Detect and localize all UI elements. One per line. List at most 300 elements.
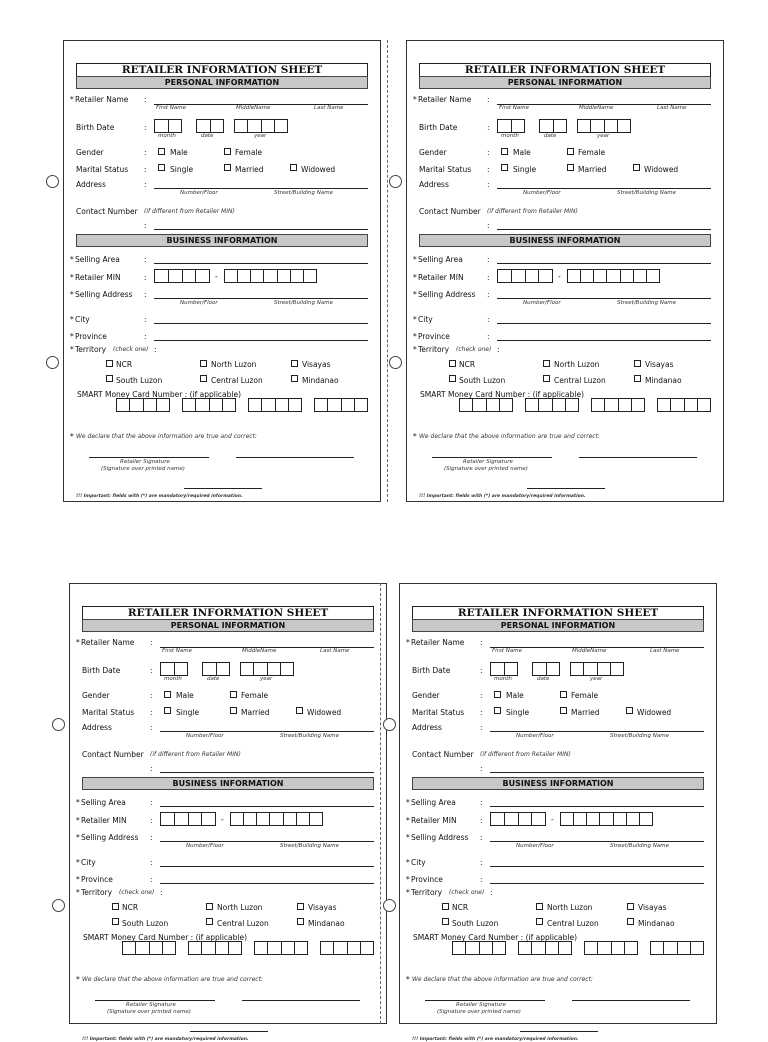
month-caption: month [494, 676, 512, 682]
declaration-text: We declare that the above information are true and correct: [76, 433, 257, 440]
retailer-sheet-bottom-left [69, 583, 387, 1042]
birth-year-box[interactable] [570, 662, 624, 676]
north-luzon-checkbox[interactable] [536, 903, 543, 910]
north-luzon-label: North Luzon [547, 903, 593, 912]
north-luzon-checkbox[interactable] [206, 903, 213, 910]
married-checkbox[interactable] [567, 164, 574, 171]
south-luzon-checkbox[interactable] [106, 375, 113, 382]
street-building-caption: Street/Building Name [274, 300, 333, 306]
month-caption: month [501, 133, 519, 139]
birth-date-box[interactable] [532, 662, 560, 676]
colon: : [487, 255, 490, 264]
binder-hole [389, 175, 402, 188]
smart-card-group-4[interactable] [657, 398, 711, 412]
colon: : [150, 858, 153, 867]
address-label: Address [82, 723, 112, 732]
retailer-min-prefix-box[interactable] [497, 269, 553, 283]
male-checkbox[interactable] [158, 148, 165, 155]
selling-area-field[interactable] [490, 806, 704, 807]
selling-area-label: Selling Area [75, 255, 120, 264]
city-label: City [411, 858, 426, 867]
north-luzon-checkbox[interactable] [543, 360, 550, 367]
smart-money-label: SMART Money Card Number : (if applicable) [413, 933, 578, 942]
colon: : [480, 798, 483, 807]
selling-address-label: Selling Address [418, 290, 476, 299]
binder-hole [52, 718, 65, 731]
selling-address-field[interactable] [160, 841, 374, 842]
required-mark: * [406, 888, 410, 897]
married-label: Married [241, 708, 270, 717]
retailer-sheet-top-right [406, 40, 724, 502]
marital-status-label: Marital Status [412, 708, 465, 717]
colon: : [150, 723, 153, 732]
signature-caption: Retailer Signature [463, 459, 513, 465]
binder-hole [383, 718, 396, 731]
retailer-name-label: Retailer Name [75, 95, 129, 104]
declaration-text: We declare that the above information are true and correct: [419, 433, 600, 440]
address-field[interactable] [154, 188, 368, 189]
colon: : [144, 95, 147, 104]
contact-number-field[interactable] [154, 229, 368, 230]
birth-date-label: Birth Date [82, 666, 121, 675]
required-mark: * [76, 888, 80, 897]
widowed-label: Widowed [307, 708, 342, 717]
colon: : [144, 290, 147, 299]
required-mark: * [76, 875, 80, 884]
birth-month-box[interactable] [497, 119, 525, 133]
retailer-sheet-bottom-right [399, 583, 717, 1042]
middle-name-caption: MiddleName [242, 648, 277, 654]
visayas-label: Visayas [302, 360, 331, 369]
personal-info-header: PERSONAL INFORMATION [76, 76, 368, 89]
colon: : [490, 888, 493, 897]
province-field[interactable] [497, 340, 711, 341]
colon: : [497, 345, 500, 354]
required-mark: * [76, 858, 80, 867]
male-label: Male [170, 148, 188, 157]
required-mark: * [70, 290, 74, 299]
middle-name-caption: MiddleName [579, 105, 614, 111]
last-name-caption: Last Name [320, 648, 350, 654]
province-label: Province [411, 875, 443, 884]
birth-year-box[interactable] [240, 662, 294, 676]
month-caption: month [164, 676, 182, 682]
smart-money-label: SMART Money Card Number : (if applicable) [83, 933, 248, 942]
last-name-caption: Last Name [657, 105, 687, 111]
single-checkbox[interactable] [501, 164, 508, 171]
colon: : [150, 764, 153, 773]
smart-card-group-3[interactable] [591, 398, 645, 412]
mindanao-label: Mindanao [302, 376, 339, 385]
male-checkbox[interactable] [494, 691, 501, 698]
married-checkbox[interactable] [230, 707, 237, 714]
street-building-caption: Street/Building Name [610, 733, 669, 739]
central-luzon-label: Central Luzon [211, 376, 263, 385]
date-caption: date [201, 133, 214, 139]
female-checkbox[interactable] [230, 691, 237, 698]
retailer-min-number-box[interactable] [567, 269, 660, 283]
smart-card-group-2[interactable] [525, 398, 579, 412]
selling-area-label: Selling Area [81, 798, 126, 807]
colon: : [480, 666, 483, 675]
male-label: Male [176, 691, 194, 700]
retailer-min-number-box[interactable] [230, 812, 323, 826]
address-field[interactable] [497, 188, 711, 189]
colon: : [480, 816, 483, 825]
contact-number-label: Contact Number [419, 207, 481, 216]
widowed-label: Widowed [301, 165, 336, 174]
colon: : [487, 180, 490, 189]
min-dash: - [558, 272, 561, 281]
retailer-min-label: Retailer MIN [75, 273, 121, 282]
signature-note: (Signature over printed name) [444, 466, 528, 472]
form-title: RETAILER INFORMATION SHEET [82, 606, 374, 620]
address-field[interactable] [490, 731, 704, 732]
check-one-note: (check one) [449, 889, 485, 896]
required-mark: * [406, 975, 410, 984]
retailer-min-number-box[interactable] [560, 812, 653, 826]
married-label: Married [571, 708, 600, 717]
widowed-checkbox[interactable] [633, 164, 640, 171]
retailer-min-prefix-box[interactable] [490, 812, 546, 826]
important-note: !!! Important: fields with (*) are mandatory/required information. [419, 494, 586, 499]
signature-caption: Retailer Signature [126, 1002, 176, 1008]
birth-year-box[interactable] [577, 119, 631, 133]
binder-hole [389, 356, 402, 369]
south-luzon-checkbox[interactable] [442, 918, 449, 925]
required-mark: * [70, 273, 74, 282]
birth-year-box[interactable] [234, 119, 288, 133]
smart-card-group-2[interactable] [188, 941, 242, 955]
smart-card-group-4[interactable] [314, 398, 368, 412]
city-field[interactable] [154, 323, 368, 324]
married-checkbox[interactable] [224, 164, 231, 171]
date-caption: date [207, 676, 220, 682]
important-note: !!! Important: fields with (*) are mandatory/required information. [412, 1037, 579, 1042]
required-mark: * [70, 332, 74, 341]
signature-caption: Retailer Signature [456, 1002, 506, 1008]
female-checkbox[interactable] [224, 148, 231, 155]
retailer-min-label: Retailer MIN [418, 273, 464, 282]
province-field[interactable] [154, 340, 368, 341]
colon: : [144, 221, 147, 230]
colon: : [480, 764, 483, 773]
selling-area-label: Selling Area [411, 798, 456, 807]
colon: : [150, 833, 153, 842]
mindanao-checkbox[interactable] [297, 918, 304, 925]
personal-info-header: PERSONAL INFORMATION [412, 619, 704, 632]
colon: : [150, 638, 153, 647]
colon: : [480, 833, 483, 842]
business-info-header: BUSINESS INFORMATION [82, 777, 374, 790]
retailer-min-label: Retailer MIN [411, 816, 457, 825]
province-field[interactable] [490, 883, 704, 884]
smart-money-label: SMART Money Card Number : (if applicable) [420, 390, 585, 399]
colon: : [144, 315, 147, 324]
south-luzon-checkbox[interactable] [449, 375, 456, 382]
mindanao-checkbox[interactable] [291, 375, 298, 382]
south-luzon-label: South Luzon [452, 919, 499, 928]
selling-area-field[interactable] [497, 263, 711, 264]
colon: : [480, 858, 483, 867]
last-name-caption: Last Name [650, 648, 680, 654]
required-mark: * [70, 315, 74, 324]
selling-address-field[interactable] [490, 841, 704, 842]
smart-card-group-4[interactable] [320, 941, 374, 955]
visayas-checkbox[interactable] [627, 903, 634, 910]
extra-line [527, 488, 605, 489]
territory-label: Territory [75, 345, 107, 354]
gender-label: Gender [76, 148, 104, 157]
street-building-caption: Street/Building Name [280, 843, 339, 849]
gender-label: Gender [419, 148, 447, 157]
required-mark: * [70, 255, 74, 264]
province-label: Province [418, 332, 450, 341]
binder-hole [52, 899, 65, 912]
north-luzon-label: North Luzon [217, 903, 263, 912]
central-luzon-checkbox[interactable] [206, 918, 213, 925]
smart-money-label: SMART Money Card Number : (if applicable) [77, 390, 242, 399]
birth-date-label: Birth Date [412, 666, 451, 675]
selling-address-field[interactable] [497, 298, 711, 299]
smart-card-group-1[interactable] [452, 941, 506, 955]
south-luzon-checkbox[interactable] [112, 918, 119, 925]
birth-month-box[interactable] [154, 119, 182, 133]
mindanao-checkbox[interactable] [634, 375, 641, 382]
required-mark: * [406, 833, 410, 842]
single-checkbox[interactable] [494, 707, 501, 714]
selling-area-field[interactable] [160, 806, 374, 807]
birth-date-box[interactable] [196, 119, 224, 133]
single-label: Single [513, 165, 537, 174]
number-floor-caption: Number/Floor [186, 733, 224, 739]
smart-card-group-2[interactable] [182, 398, 236, 412]
marital-status-label: Marital Status [76, 165, 129, 174]
colon: : [480, 723, 483, 732]
required-mark: * [76, 798, 80, 807]
single-checkbox[interactable] [164, 707, 171, 714]
male-label: Male [506, 691, 524, 700]
birth-month-box[interactable] [160, 662, 188, 676]
declaration-text: We declare that the above information are true and correct: [412, 976, 593, 983]
ncr-checkbox[interactable] [112, 903, 119, 910]
gender-label: Gender [82, 691, 110, 700]
territory-label: Territory [411, 888, 443, 897]
colon: : [487, 273, 490, 282]
street-building-caption: Street/Building Name [610, 843, 669, 849]
colon: : [487, 315, 490, 324]
retailer-min-prefix-box[interactable] [160, 812, 216, 826]
north-luzon-checkbox[interactable] [200, 360, 207, 367]
signature-line[interactable] [425, 1000, 545, 1001]
single-checkbox[interactable] [158, 164, 165, 171]
signature-line[interactable] [432, 457, 552, 458]
widowed-label: Widowed [637, 708, 672, 717]
colon: : [150, 708, 153, 717]
male-checkbox[interactable] [501, 148, 508, 155]
min-dash: - [551, 815, 554, 824]
contact-number-field[interactable] [490, 772, 704, 773]
visayas-label: Visayas [308, 903, 337, 912]
female-checkbox[interactable] [567, 148, 574, 155]
required-mark: * [406, 816, 410, 825]
south-luzon-label: South Luzon [122, 919, 169, 928]
signature-line[interactable] [89, 457, 209, 458]
mindanao-label: Mindanao [308, 919, 345, 928]
smart-card-group-1[interactable] [122, 941, 176, 955]
female-label: Female [571, 691, 599, 700]
smart-card-group-1[interactable] [459, 398, 513, 412]
year-caption: year [597, 133, 610, 139]
colon: : [144, 123, 147, 132]
smart-card-group-4[interactable] [650, 941, 704, 955]
smart-card-group-3[interactable] [584, 941, 638, 955]
colon: : [487, 332, 490, 341]
min-dash: - [221, 815, 224, 824]
marital-status-label: Marital Status [82, 708, 135, 717]
form-title: RETAILER INFORMATION SHEET [76, 63, 368, 77]
colon: : [487, 95, 490, 104]
contact-number-field[interactable] [160, 772, 374, 773]
colon: : [150, 691, 153, 700]
city-field[interactable] [490, 866, 704, 867]
required-mark: * [70, 432, 74, 441]
central-luzon-checkbox[interactable] [536, 918, 543, 925]
number-floor-caption: Number/Floor [516, 843, 554, 849]
check-one-note: (check one) [113, 346, 149, 353]
number-floor-caption: Number/Floor [180, 190, 218, 196]
male-checkbox[interactable] [164, 691, 171, 698]
smart-card-group-2[interactable] [518, 941, 572, 955]
visayas-checkbox[interactable] [291, 360, 298, 367]
colon: : [487, 165, 490, 174]
retailer-min-label: Retailer MIN [81, 816, 127, 825]
province-field[interactable] [160, 883, 374, 884]
contact-note: (if different from Retailer MIN) [150, 751, 241, 758]
central-luzon-label: Central Luzon [554, 376, 606, 385]
married-checkbox[interactable] [560, 707, 567, 714]
contact-note: (if different from Retailer MIN) [487, 208, 578, 215]
ncr-checkbox[interactable] [442, 903, 449, 910]
date-signed-line[interactable] [242, 1000, 360, 1001]
visayas-checkbox[interactable] [634, 360, 641, 367]
female-label: Female [241, 691, 269, 700]
ncr-checkbox[interactable] [449, 360, 456, 367]
widowed-checkbox[interactable] [290, 164, 297, 171]
mindanao-checkbox[interactable] [627, 918, 634, 925]
smart-card-group-3[interactable] [254, 941, 308, 955]
widowed-checkbox[interactable] [626, 707, 633, 714]
contact-number-label: Contact Number [412, 750, 474, 759]
birth-date-box[interactable] [539, 119, 567, 133]
selling-address-field[interactable] [154, 298, 368, 299]
date-signed-line[interactable] [579, 457, 697, 458]
province-label: Province [81, 875, 113, 884]
colon: : [150, 875, 153, 884]
middle-name-caption: MiddleName [572, 648, 607, 654]
signature-line[interactable] [95, 1000, 215, 1001]
month-caption: month [158, 133, 176, 139]
street-building-caption: Street/Building Name [617, 300, 676, 306]
single-label: Single [170, 165, 194, 174]
required-mark: * [413, 345, 417, 354]
city-field[interactable] [160, 866, 374, 867]
selling-address-label: Selling Address [75, 290, 133, 299]
birth-date-box[interactable] [202, 662, 230, 676]
business-info-header: BUSINESS INFORMATION [412, 777, 704, 790]
territory-label: Territory [418, 345, 450, 354]
province-label: Province [75, 332, 107, 341]
widowed-checkbox[interactable] [296, 707, 303, 714]
form-title: RETAILER INFORMATION SHEET [412, 606, 704, 620]
extra-line [184, 488, 262, 489]
smart-card-group-3[interactable] [248, 398, 302, 412]
female-checkbox[interactable] [560, 691, 567, 698]
mindanao-label: Mindanao [638, 919, 675, 928]
street-building-caption: Street/Building Name [280, 733, 339, 739]
number-floor-caption: Number/Floor [186, 843, 224, 849]
colon: : [487, 290, 490, 299]
date-signed-line[interactable] [236, 457, 354, 458]
selling-area-field[interactable] [154, 263, 368, 264]
central-luzon-checkbox[interactable] [543, 375, 550, 382]
contact-number-field[interactable] [497, 229, 711, 230]
city-label: City [81, 858, 96, 867]
required-mark: * [70, 345, 74, 354]
central-luzon-label: Central Luzon [547, 919, 599, 928]
number-floor-caption: Number/Floor [516, 733, 554, 739]
date-signed-line[interactable] [572, 1000, 690, 1001]
first-name-caption: First Name [162, 648, 192, 654]
colon: : [144, 273, 147, 282]
retailer-min-number-box[interactable] [224, 269, 317, 283]
contact-number-label: Contact Number [82, 750, 144, 759]
birth-month-box[interactable] [490, 662, 518, 676]
important-note: !!! Important: fields with (*) are mandatory/required information. [82, 1037, 249, 1042]
street-building-caption: Street/Building Name [274, 190, 333, 196]
ncr-label: NCR [459, 360, 476, 369]
cut-line-bottom [380, 583, 381, 1024]
visayas-checkbox[interactable] [297, 903, 304, 910]
signature-note: (Signature over printed name) [107, 1009, 191, 1015]
form-title: RETAILER INFORMATION SHEET [419, 63, 711, 77]
selling-address-label: Selling Address [411, 833, 469, 842]
retailer-min-prefix-box[interactable] [154, 269, 210, 283]
north-luzon-label: North Luzon [554, 360, 600, 369]
required-mark: * [406, 798, 410, 807]
central-luzon-checkbox[interactable] [200, 375, 207, 382]
extra-line [190, 1031, 268, 1032]
required-mark: * [406, 858, 410, 867]
ncr-checkbox[interactable] [106, 360, 113, 367]
required-mark: * [413, 332, 417, 341]
number-floor-caption: Number/Floor [523, 190, 561, 196]
visayas-label: Visayas [645, 360, 674, 369]
address-field[interactable] [160, 731, 374, 732]
ncr-label: NCR [452, 903, 469, 912]
retailer-name-label: Retailer Name [418, 95, 472, 104]
number-floor-caption: Number/Floor [523, 300, 561, 306]
required-mark: * [76, 638, 80, 647]
required-mark: * [413, 273, 417, 282]
city-field[interactable] [497, 323, 711, 324]
married-label: Married [578, 165, 607, 174]
visayas-label: Visayas [638, 903, 667, 912]
marital-status-label: Marital Status [419, 165, 472, 174]
smart-card-group-1[interactable] [116, 398, 170, 412]
min-dash: - [215, 272, 218, 281]
signature-caption: Retailer Signature [120, 459, 170, 465]
